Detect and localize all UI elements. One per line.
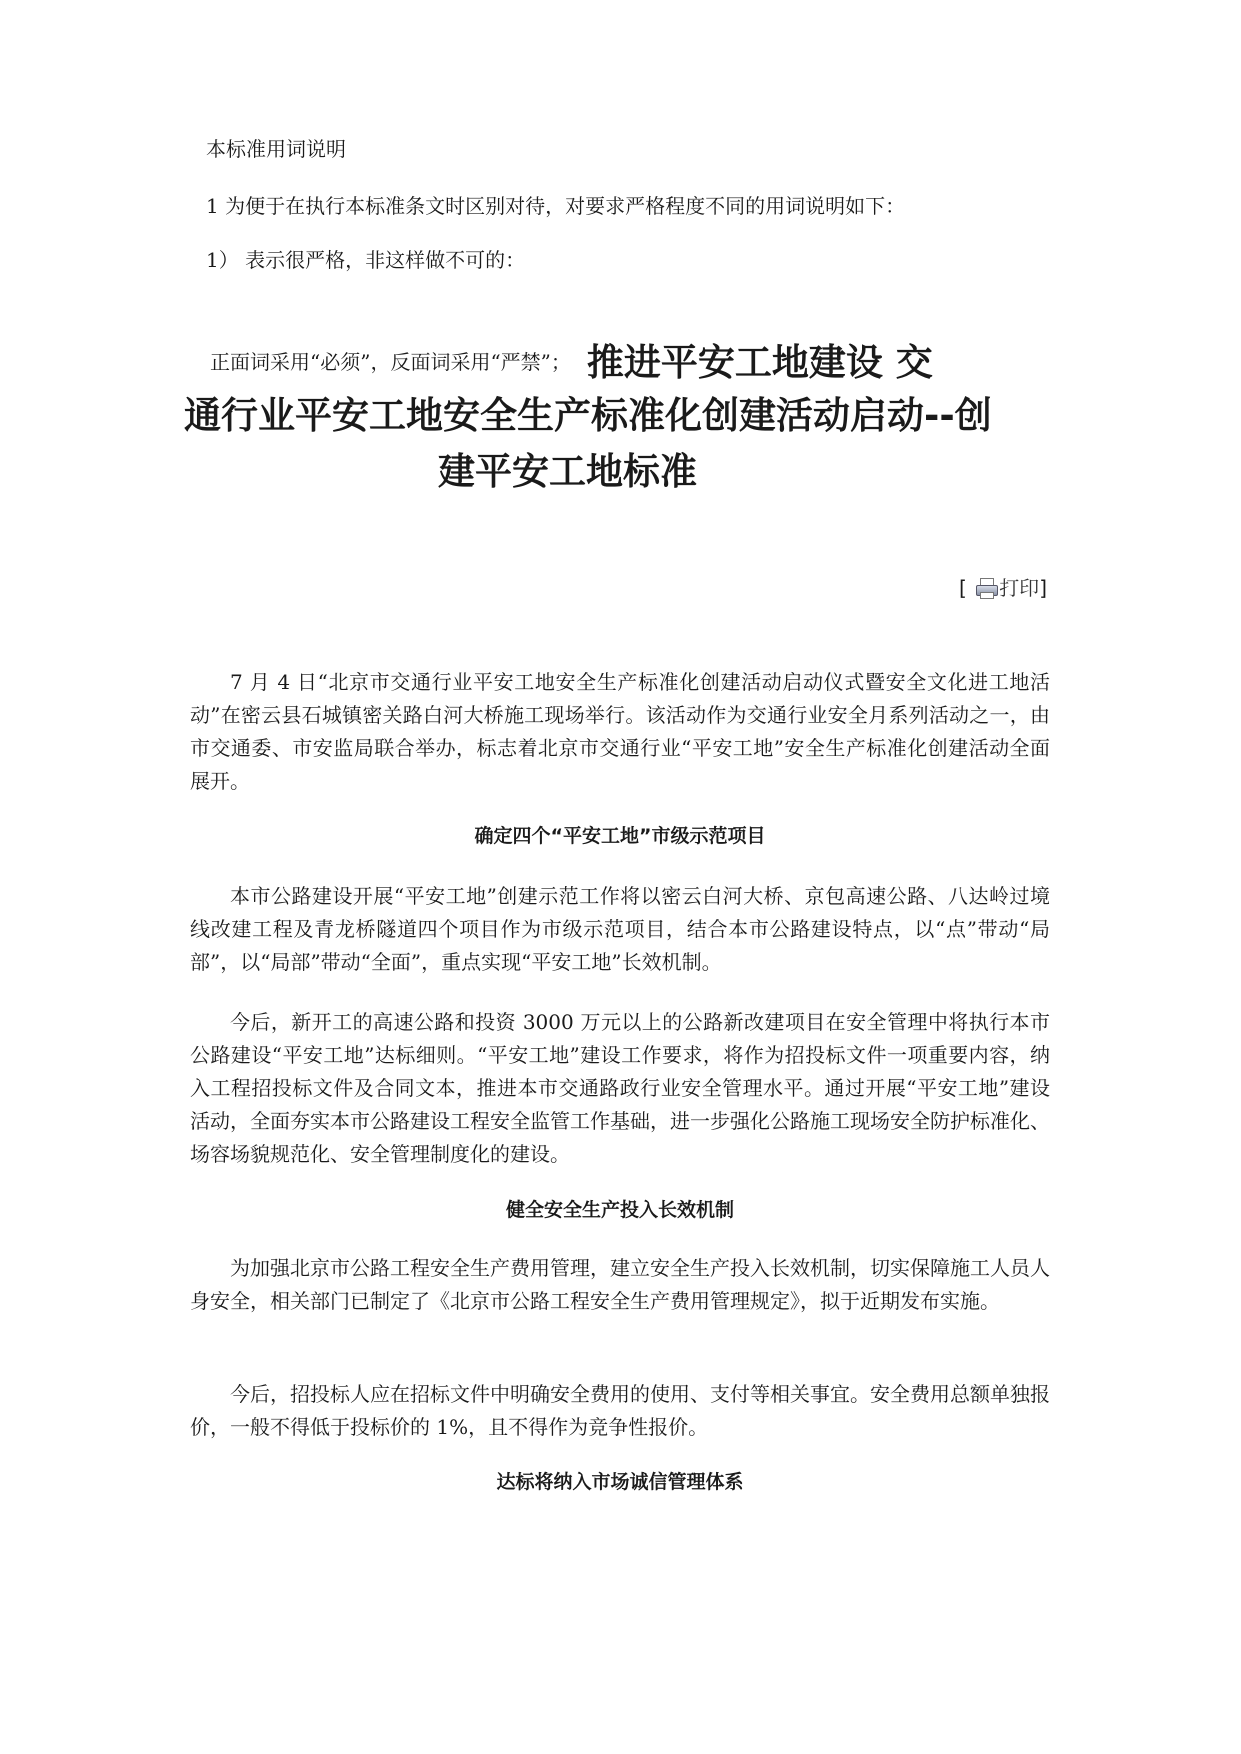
- paragraph-safety-fees: 为加强北京市公路工程安全生产费用管理，建立安全生产投入长效机制，切实保障施工人员人身安全，相关部门已制定了《北京市公路工程安全生产费用管理规定》，拟于近期发布实施。: [190, 1256, 1050, 1313]
- section-heading-3: 达标将纳入市场诚信管理体系: [496, 1471, 744, 1493]
- section-heading-1: 确定四个“平安工地”市级示范项目: [474, 825, 766, 847]
- paragraph-bidding: 今后，招投标人应在招标文件中明确安全费用的使用、支付等相关事宜。安全费用总额单独报价，一般不得低于投标价的 1%，且不得作为竞争性报价。: [190, 1382, 1050, 1439]
- paragraph-standards: 今后，新开工的高速公路和投资 3000 万元以上的公路新改建项目在安全管理中将执行本市公路建设“平安工地”达标细则。“平安工地”建设工作要求，将作为招投标文件一项重要内容，纳入工程招投标文件及合同文本，推进本市交通路政行业安全管理水平。通过开展“平安工地”建设活动，全面夯实本市公路建设工程安全监管工作基础，进一步强化公路施工现场安全防护标准化、场容场貌规范化、安全管理制度化的建设。: [190, 1010, 1050, 1166]
- usage-item-1: 1 为便于在执行本标准条文时区别对待，对要求严格程度不同的用词说明如下：: [206, 194, 906, 218]
- title-line-1: 推进平安工地建设 交: [586, 341, 933, 384]
- paragraph-intro: 7 月 4 日“北京市交通行业平安工地安全生产标准化创建活动启动仪式暨安全文化进工地活动”在密云县石城镇密关路白河大桥施工现场举行。该活动作为交通行业安全月系列活动之一，由市交通委、市安监局联合举办，标志着北京市交通行业“平安工地”安全生产标准化创建活动全面展开。: [190, 670, 1050, 793]
- usage-item-1-1-words: 正面词采用“必须”，反面词采用“严禁”；: [210, 350, 571, 374]
- print-bar: [959, 574, 1047, 602]
- print-link[interactable]: 打印: [999, 576, 1040, 600]
- title-line-2: 通行业平安工地安全生产标准化创建活动启动--创: [184, 394, 992, 437]
- section-heading-2: 健全安全生产投入长效机制: [505, 1199, 734, 1221]
- usage-item-1-1: 1） 表示很严格，非这样做不可的：: [206, 248, 526, 272]
- printer-icon[interactable]: [975, 578, 997, 598]
- usage-heading: 本标准用词说明: [206, 137, 346, 161]
- title-line-3: 建平安工地标准: [438, 450, 697, 493]
- print-bracket-open: [: [959, 576, 967, 600]
- paragraph-demo-projects: 本市公路建设开展“平安工地”创建示范工作将以密云白河大桥、京包高速公路、八达岭过境线改建工程及青龙桥隧道四个项目作为市级示范项目，结合本市公路建设特点，以“点”带动“局部”，以“局部”带动“全面”，重点实现“平安工地”长效机制。: [190, 884, 1050, 974]
- title-first-line: [210, 338, 933, 387]
- print-bracket-close: ]: [1039, 576, 1047, 600]
